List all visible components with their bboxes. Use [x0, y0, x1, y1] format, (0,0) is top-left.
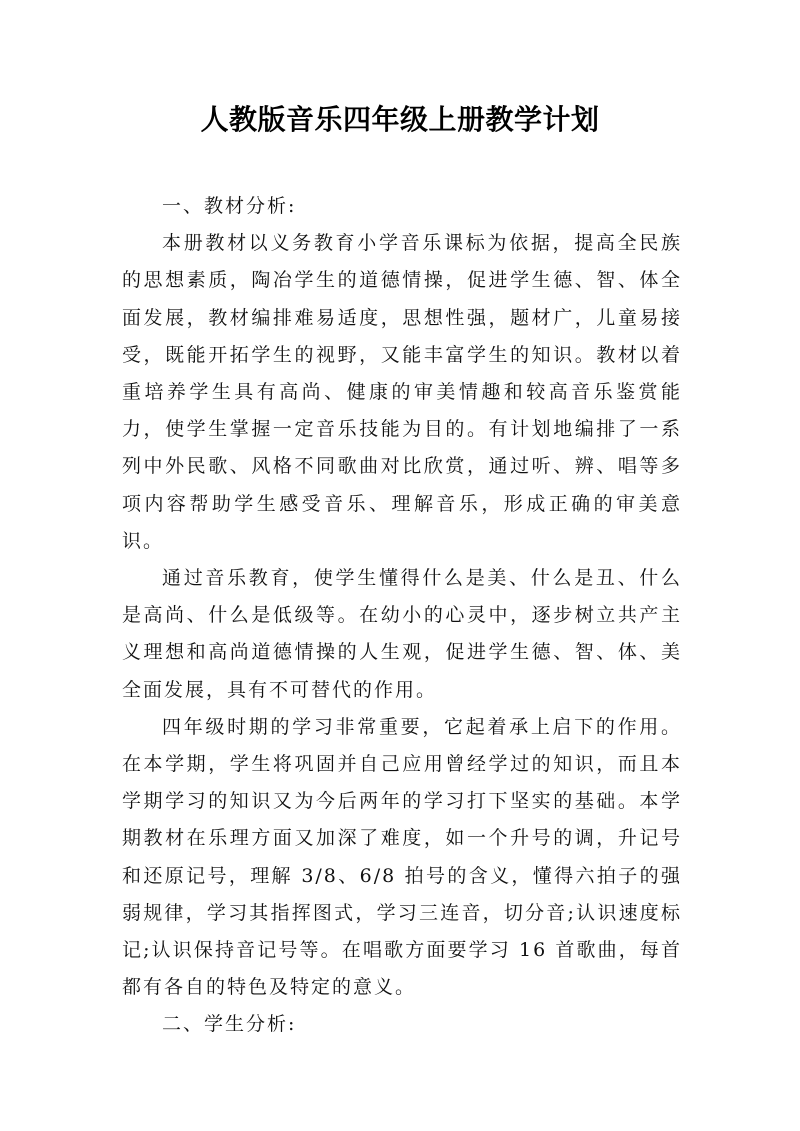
- paragraph-grade-four-importance: 四年级时期的学习非常重要，它起着承上启下的作用。在本学期，学生将巩固并自己应用曾经学过的知识，而且本学期学习的知识又为今后两年的学习打下坚实的基础。本学期教材在乐理方面又加深了难度，如一个升号的调，升记号和还原记号，理解 3/8、6/8 拍号的含义，懂得六拍子的强弱规律，学习其指挥图式，学习三连音，切分音;认识速度标记;认识保持音记号等。在唱歌方面要学习 16 首歌曲，每首都有各自的特色及特定的意义。: [122, 715, 682, 999]
- section-heading-student-analysis: 二、学生分析:: [162, 1013, 297, 1036]
- paragraph-music-education-purpose: 通过音乐教育，使学生懂得什么是美、什么是丑、什么是高尚、什么是低级等。在幼小的心灵中，逐步树立共产主义理想和高尚道德情操的人生观，促进学生德、智、体、美全面发展，具有不可替代的作用。: [122, 567, 682, 701]
- section-heading-textbook-analysis: 一、教材分析:: [162, 195, 297, 217]
- document-body: [122, 188, 682, 1044]
- paragraph-textbook-overview: 本册教材以义务教育小学音乐课标为依据，提高全民族的思想素质，陶冶学生的道德情操，促进学生德、智、体全面发展，教材编排难易适度，思想性强，题材广，儿童易接受，既能开拓学生的视野，又能丰富学生的知识。教材以着重培养学生具有高尚、健康的审美情趣和较高音乐鉴赏能力，使学生掌握一定音乐技能为目的。有计划地编排了一系列中外民歌、风格不同歌曲对比欣赏，通过听、辨、唱等多项内容帮助学生感受音乐、理解音乐，形成正确的审美意识。: [122, 232, 682, 552]
- document-title: 人教版音乐四年级上册教学计划: [200, 103, 600, 136]
